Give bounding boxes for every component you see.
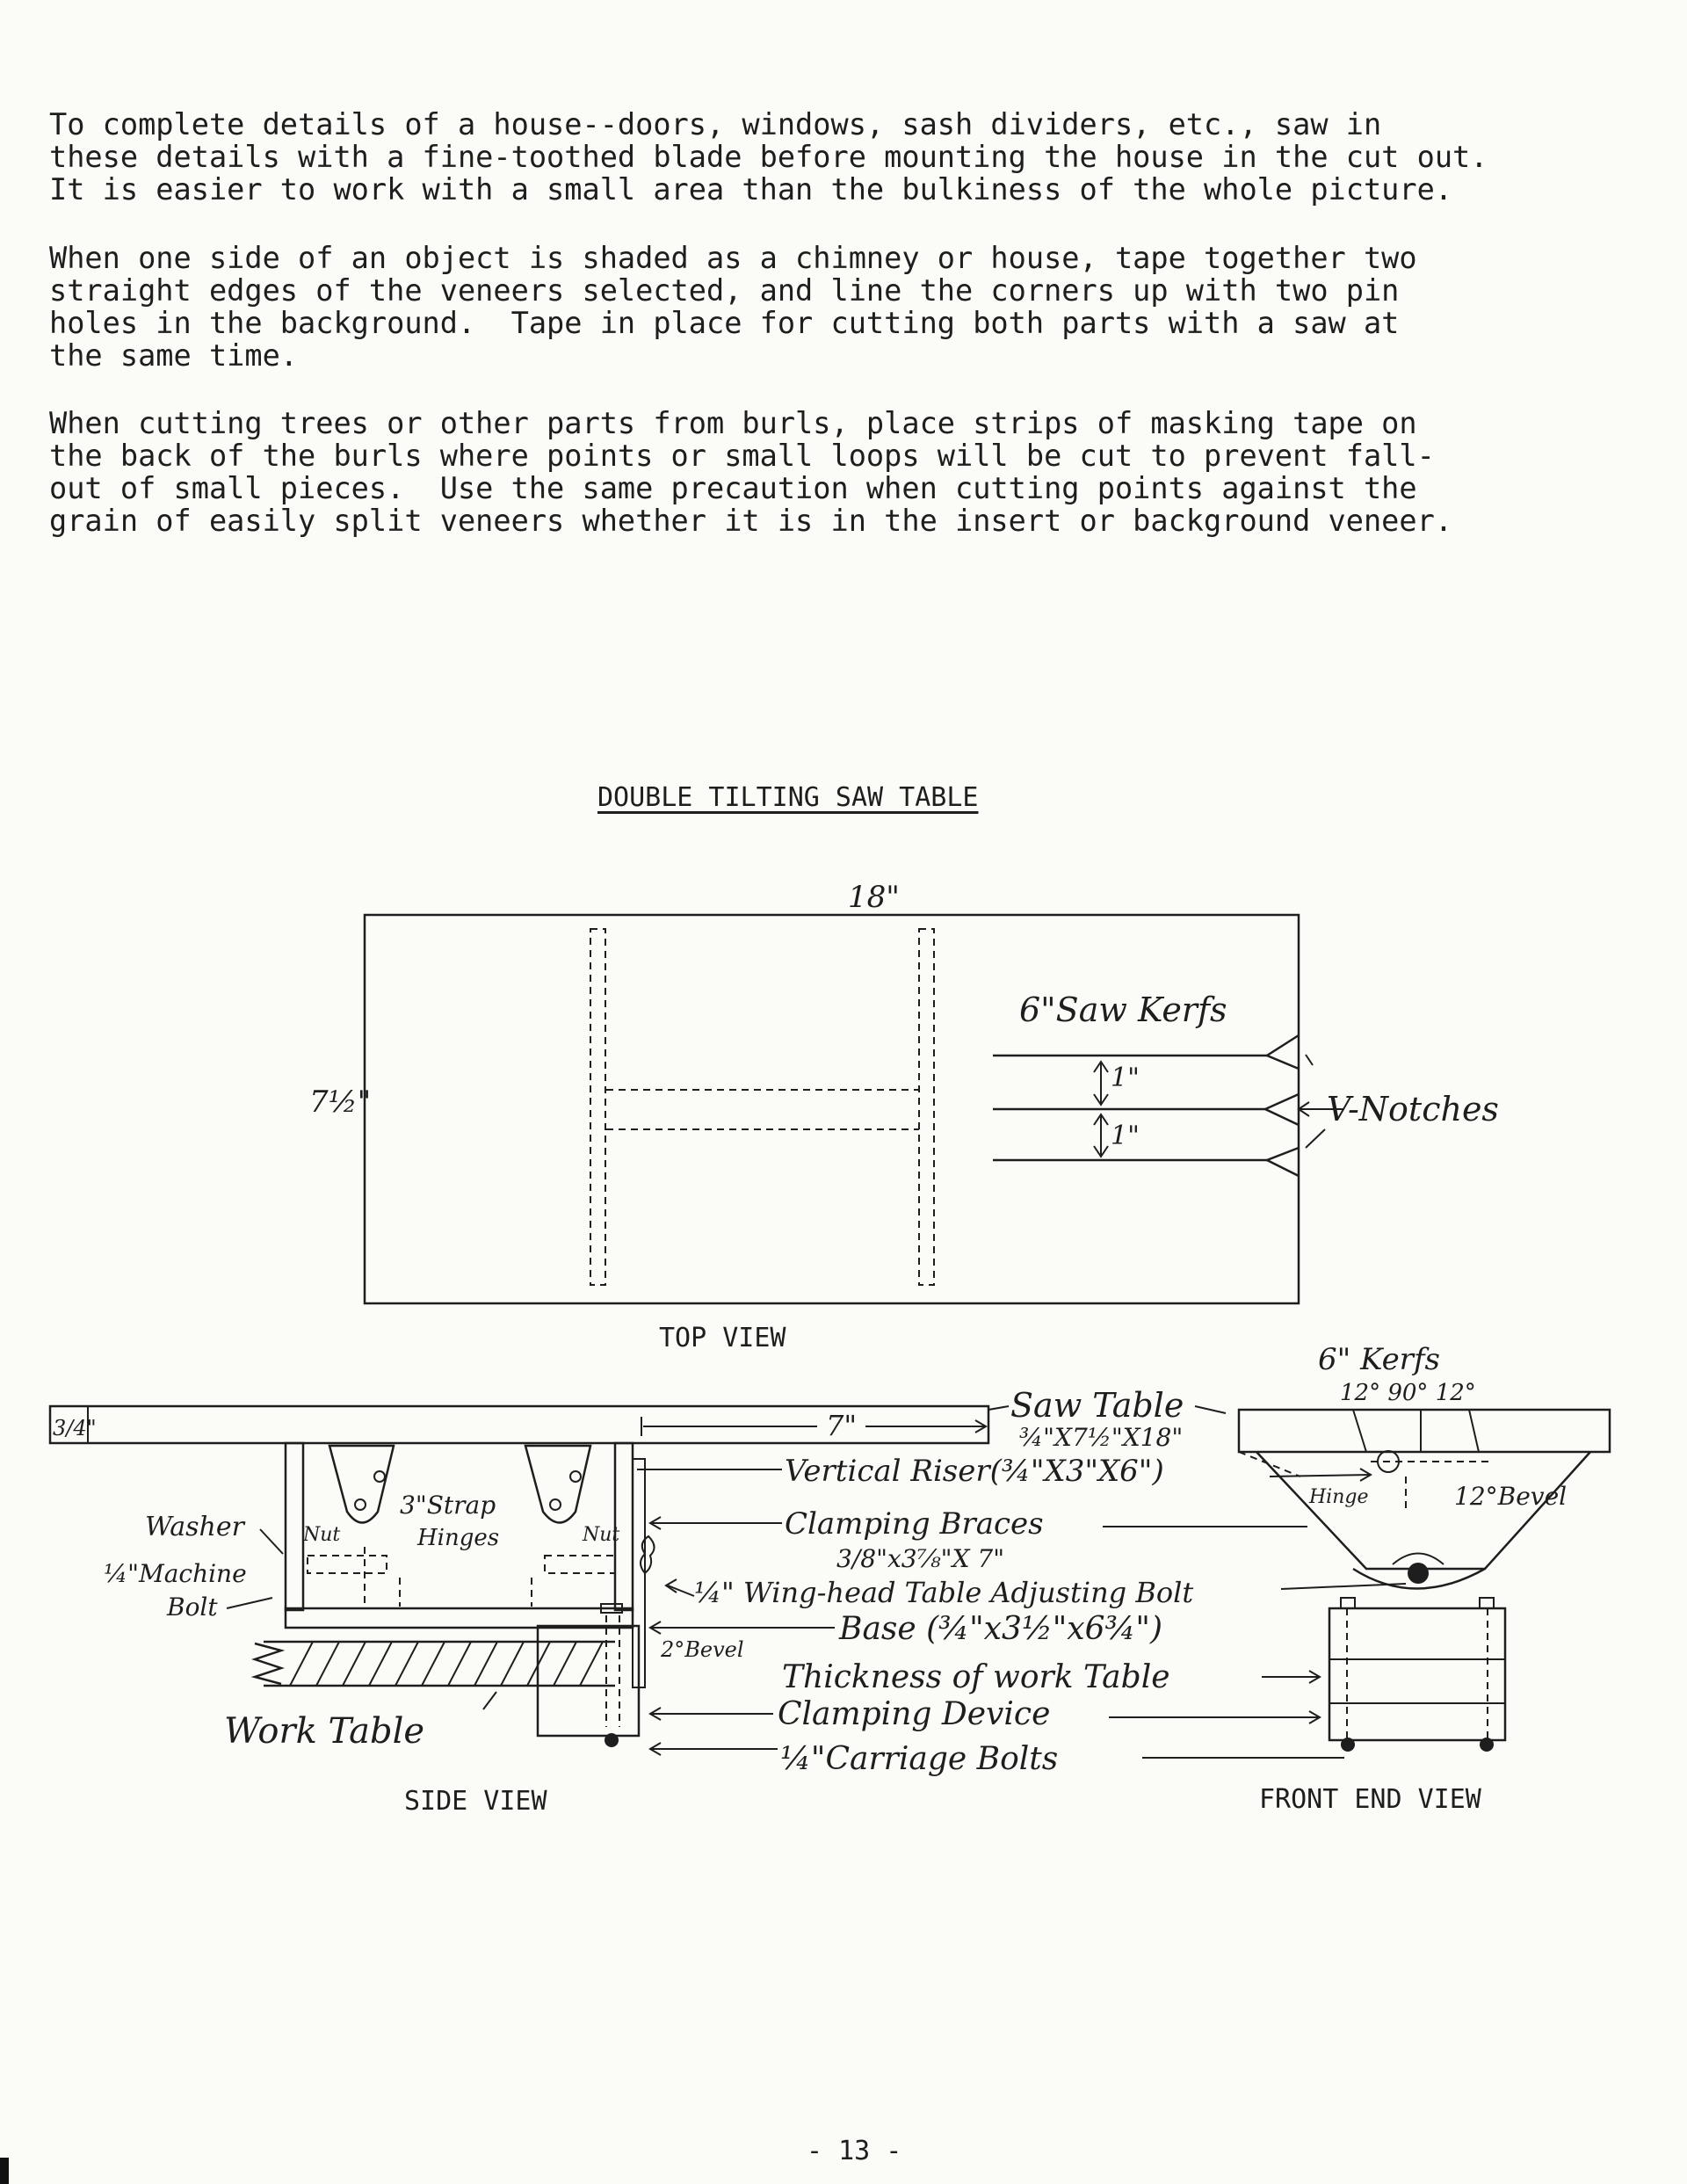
- riser-left-side: [286, 1443, 303, 1610]
- scan-edge-mark: [0, 2158, 9, 2184]
- figure-title: DOUBLE TILTING SAW TABLE: [597, 782, 979, 813]
- top-view: [309, 880, 1499, 1303]
- bevel-label: 2°Bevel: [661, 1637, 744, 1662]
- work-table: [255, 1642, 615, 1686]
- kerfs-label: 6"Saw Kerfs: [1019, 990, 1227, 1029]
- strap-hinges-label-2: Hinges: [417, 1525, 500, 1551]
- thickness-label: Thickness of work Table: [782, 1659, 1170, 1695]
- base-board: [286, 1608, 633, 1628]
- clamping-device-label: Clamping Device: [778, 1696, 1051, 1732]
- callouts: [637, 1386, 1406, 1777]
- v-notch-2: [1265, 1094, 1299, 1125]
- paragraph-house-details: To complete details of a house--doors, windows, sash dividers, etc., saw in these details with a fine-toothed blade before mounting the house in the cut out. It is easier to work with a small area than the bulkiness of the whole picture.: [49, 107, 1488, 207]
- notches-label: V-Notches: [1327, 1090, 1499, 1128]
- strap-hinge-right: [525, 1446, 590, 1523]
- height-label: 7½": [309, 1085, 372, 1120]
- paragraph-shaded-objects: When one side of an object is shaded as a chimney or house, tape together two straight edges of the veneers selected, and line the corners up with two pin holes in the background. Tape in place for cutting both parts with a saw at the same time.: [49, 241, 1417, 373]
- v-notch-1: [1267, 1035, 1299, 1069]
- strap-hinge-left: [329, 1446, 394, 1523]
- riser-left: [590, 929, 605, 1285]
- front-angles-label: 12° 90° 12°: [1340, 1380, 1476, 1406]
- wing-bolt-label: ¼" Wing-head Table Adjusting Bolt: [694, 1576, 1194, 1609]
- front-end-view: [1239, 1342, 1610, 1752]
- carriage-bolts-label: ¼"Carriage Bolts: [780, 1741, 1059, 1777]
- wing-bolt: [641, 1536, 655, 1573]
- board-thickness-label: 3/4": [53, 1416, 97, 1440]
- width-label: 18": [848, 880, 900, 915]
- machine-bolt-label-1: ¼"Machine: [104, 1559, 247, 1588]
- clamping-braces-label: Clamping Braces: [785, 1506, 1044, 1542]
- clamping-braces-dims-label: 3/8"x3⅞"X 7": [836, 1544, 1005, 1573]
- front-base-block: [1329, 1608, 1505, 1740]
- front-view-caption: FRONT END VIEW: [1259, 1784, 1481, 1815]
- machine-bolt-label-2: Bolt: [167, 1593, 218, 1622]
- length-label: 7": [826, 1409, 858, 1442]
- nut-label-left: Nut: [303, 1524, 341, 1546]
- work-table-label: Work Table: [224, 1711, 425, 1752]
- saw-table-dims-label: ¾"X7½"X18": [1019, 1423, 1184, 1452]
- side-view-caption: SIDE VIEW: [404, 1786, 547, 1817]
- vertical-riser-label: Vertical Riser(¾"X3"X6"): [785, 1454, 1164, 1489]
- front-kerfs-label: 6" Kerfs: [1318, 1342, 1440, 1377]
- front-bevel-label: 12°Bevel: [1454, 1482, 1568, 1511]
- paragraph-burls: When cutting trees or other parts from burls, place strips of masking tape on the back of the burls where points or small loops will be cut to prevent fall- out of small pieces. Use the same precaution when cutting points against the grain of easily split veneers whether it is in the insert or background veneer.: [49, 406, 1453, 538]
- v-notch-3: [1267, 1148, 1299, 1176]
- spacing-label-2: 1": [1111, 1121, 1140, 1151]
- top-view-caption: TOP VIEW: [659, 1323, 786, 1353]
- strap-hinges-label-1: 3"Strap: [400, 1491, 496, 1520]
- page-number: - 13 -: [807, 2136, 902, 2166]
- nut-label-right: Nut: [583, 1524, 620, 1546]
- saw-table-label: Saw Table: [1010, 1386, 1184, 1425]
- front-saw-table: [1239, 1410, 1610, 1452]
- riser-right: [919, 929, 934, 1285]
- spacing-label-1: 1": [1111, 1063, 1140, 1093]
- washer-label: Washer: [145, 1512, 244, 1542]
- front-hinge-label: Hinge: [1309, 1486, 1369, 1508]
- base-label: Base (¾"x3½"x6¾"): [839, 1611, 1162, 1647]
